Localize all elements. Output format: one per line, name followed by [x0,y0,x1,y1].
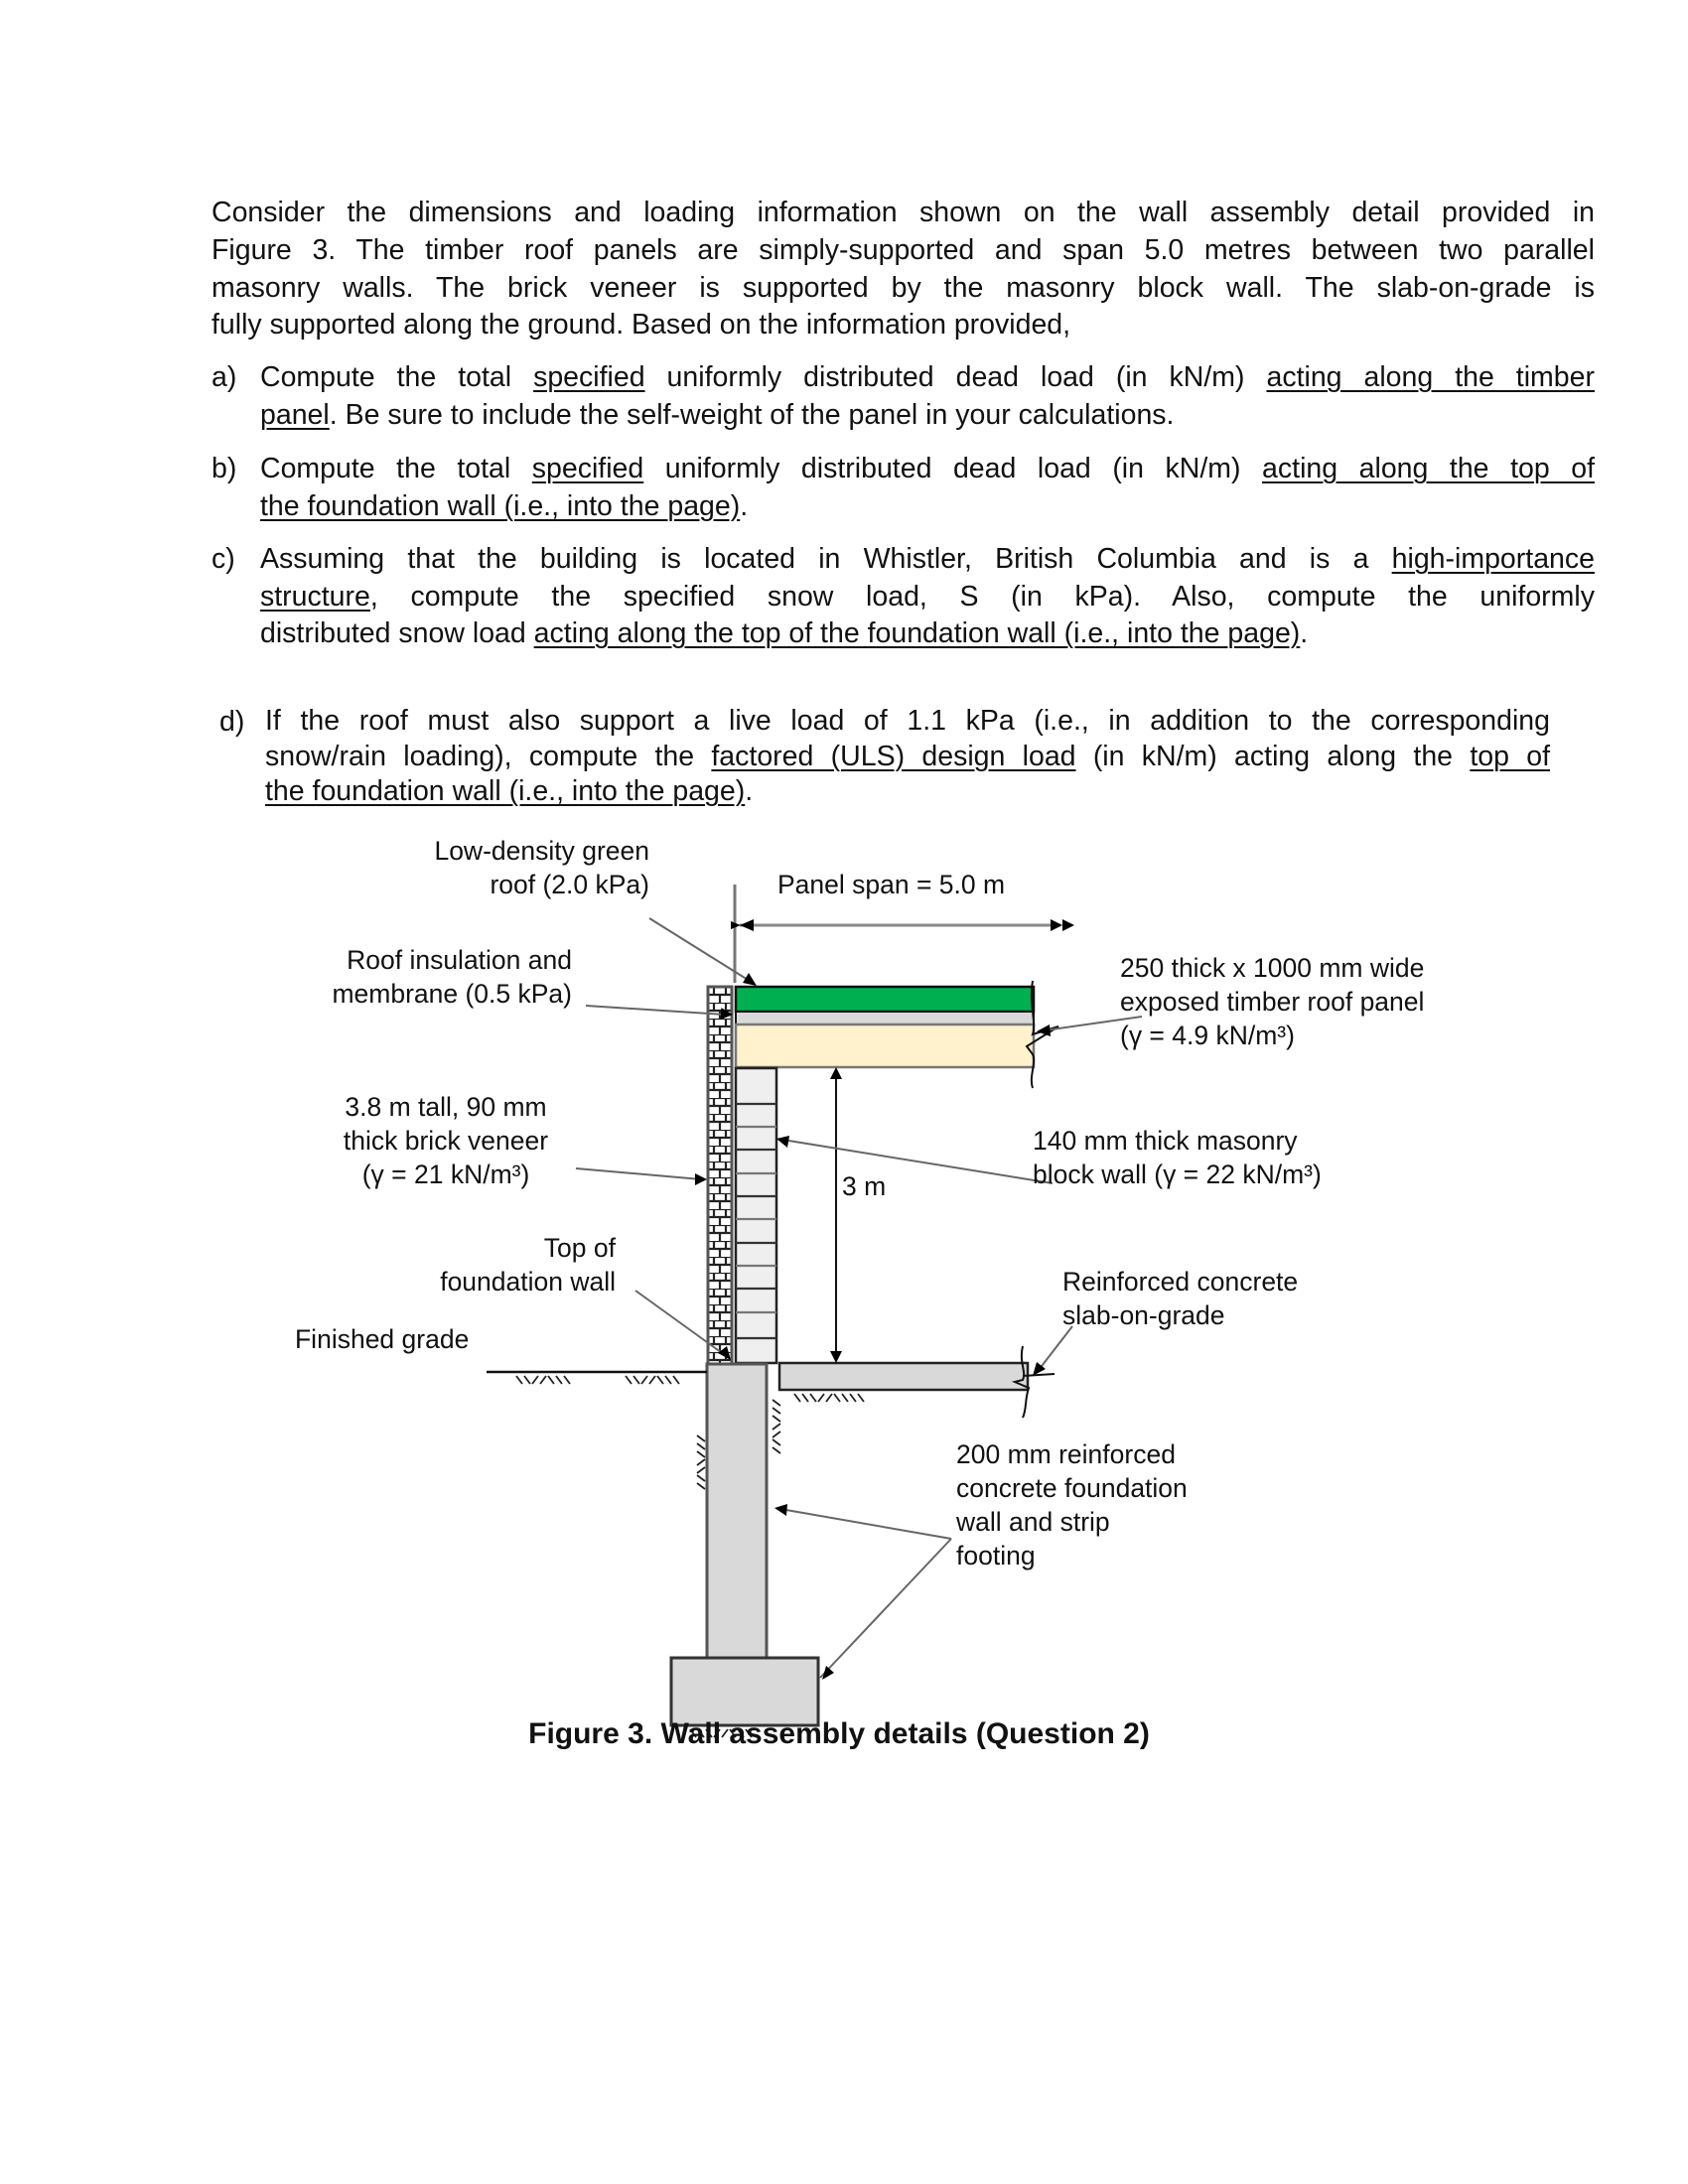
intro-line: Figure 3. The timber roof panels are simply-supported and span 5.0 metres between two parallel [211,233,1595,266]
underlined-text: top of [1470,740,1551,772]
underlined-text: panel [260,398,330,431]
figure-caption [0,1717,1688,1751]
underlined-text: factored (ULS) design load [711,740,1076,772]
label-line: 200 mm reinforced [956,1439,1176,1469]
label-line: foundation wall [440,1267,616,1297]
text: . [745,775,754,807]
label-line: Top of [543,1233,616,1263]
brick-veneer [708,987,732,1364]
label-green-roof [397,834,649,901]
label-top-of-foundation [397,1231,616,1298]
question-label: d) [219,706,245,738]
green-roof-layer [736,987,1034,1012]
question-label: b) [211,453,237,484]
text: (in kN/m) acting along the [1075,740,1471,772]
masonry-block-wall [736,1068,776,1363]
text: . Be sure to include the self-weight of the panel in your calculations. [329,398,1175,431]
underlined-text: the foundation wall (i.e., into the page) [260,489,741,522]
underlined-text: the foundation wall (i.e., into the page) [265,775,746,807]
label-timber-panel [1120,951,1424,1052]
label-foundation-wall-footing [956,1437,1188,1572]
underlined-text: structure [260,580,370,613]
arrow-icon [1051,919,1074,931]
text: Compute the total [260,361,534,393]
text: , compute the specified snow load, S (in kPa). Also, compute the uniformly [369,580,1595,613]
label-roof-insulation [298,943,572,1011]
label-brick-veneer [332,1090,560,1191]
text: Compute the total [260,453,532,484]
label-line: (γ = 21 kN/m³) [361,1160,530,1189]
label-line: Low-density green [434,836,649,866]
timber-panel [736,1024,1034,1067]
underlined-text: specified [531,453,644,484]
intro-line: masonry walls. The brick veneer is supported by the masonry block wall. The slab-on-grade is [211,271,1595,304]
underlined-text: acting along the top of [1262,453,1595,484]
question-label: a) [211,361,237,393]
label-line: 3.8 m tall, 90 mm [345,1092,547,1122]
intro-line: Consider the dimensions and loading information shown on the wall assembly detail provided in [211,197,1595,228]
label-line: membrane (0.5 kPa) [332,979,572,1009]
text: Assuming that the building is located in Whistler, British Columbia and is a [260,543,1392,575]
caption-text: Figure 3. Wall assembly details (Question 2) [528,1717,1150,1750]
label-line: concrete foundation [956,1473,1188,1503]
label-line: wall and strip [956,1507,1110,1537]
label-line: Roof insulation and [347,945,572,975]
text: . [740,489,749,522]
text: . [1300,617,1309,649]
slab-on-grade [779,1363,1028,1390]
text: uniformly distributed dead load (in kN/m) [644,361,1267,393]
underlined-text: high-importance [1391,543,1595,575]
underlined-text: acting along the timber [1266,361,1595,393]
underlined-text: specified [533,361,645,393]
text: snow/rain loading), compute the [265,740,712,772]
label-line: Reinforced concrete [1062,1267,1299,1297]
foundation-wall [707,1364,767,1658]
label-panel-span: Panel span = 5.0 m [777,870,1006,899]
label-slab-on-grade [1062,1265,1298,1332]
label-line: 140 mm thick masonry [1033,1126,1298,1156]
text: distributed snow load [260,617,534,649]
label-line: roof (2.0 kPa) [490,870,649,899]
label-line: thick brick veneer [343,1126,549,1156]
intro-line: fully supported along the ground. Based on the information provided, [211,309,1071,341]
label-height-dimension: 3 m [842,1171,887,1201]
text: If the roof must also support a live load of 1.1 kPa (i.e., in addition to the corresponding [265,705,1550,737]
label-line: footing [956,1541,1036,1570]
label-line: 250 thick x 1000 mm wide [1120,953,1425,983]
label-block-wall [1033,1124,1322,1191]
label-line: block wall (γ = 22 kN/m³) [1033,1160,1322,1189]
text: uniformly distributed dead load (in kN/m) [643,453,1263,484]
label-line: (γ = 4.9 kN/m³) [1120,1021,1295,1050]
strip-footing [671,1658,818,1725]
underlined-text: acting along the top of the foundation wall (i.e., into the page) [533,617,1301,649]
membrane-layer [736,1012,1034,1024]
label-line: exposed timber roof panel [1120,987,1425,1017]
label-line: slab-on-grade [1062,1300,1225,1330]
question-label: c) [211,543,235,575]
label-finished-grade: Finished grade [295,1324,470,1354]
